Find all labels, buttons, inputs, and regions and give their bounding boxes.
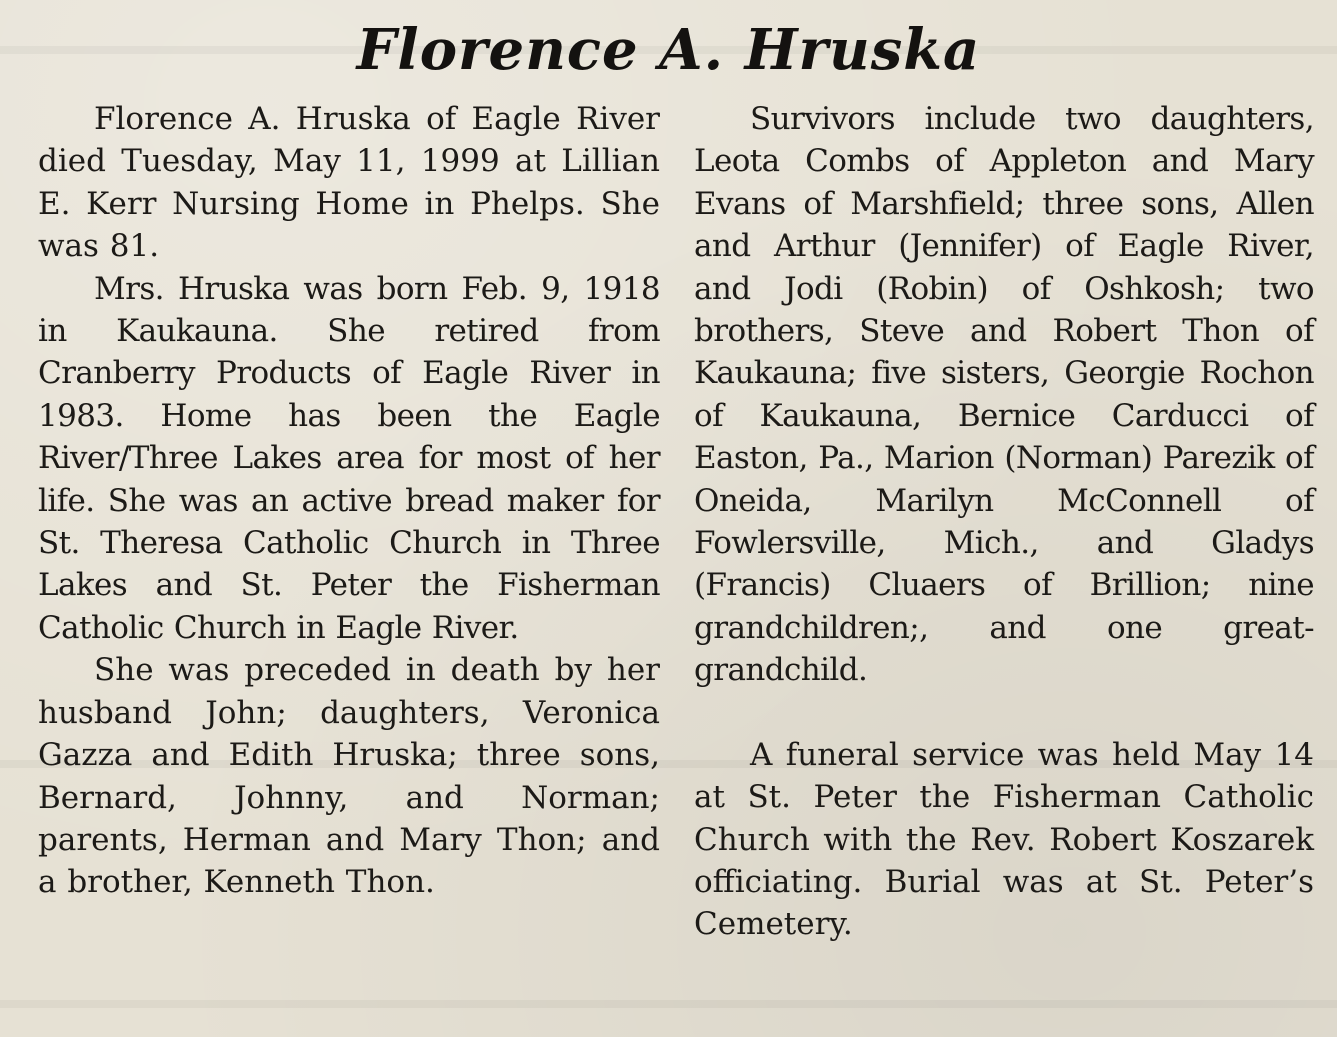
left-column	[38, 98, 660, 904]
left-paragraph-2: Mrs. Hruska was born Feb. 9, 1918 in Kaukauna. She retired from Cranberry Products of Eagle River in 1983. Home has been the Eagle River/Three Lakes area for most of her life. She was an active bread maker for St. Theresa Catholic Church in Three Lakes and St. Peter the Fisherman Catholic Church in Eagle River.	[38, 270, 660, 646]
right-paragraph-2: A funeral service was held May 14 at St. Peter the Fisherman Catholic Church with the Rev. Robert Koszarek officiating. Burial was at St. Peter’s Cemetery.	[694, 736, 1314, 943]
right-paragraph-1: Survivors include two daughters, Leota Combs of Appleton and Mary Evans of Marshfield; three sons, Allen and Arthur (Jennifer) of Eagle River, and Jodi (Robin) of Oshkosh; two brothers, Steve and Robert Thon of Kaukauna; five sisters, Georgie Rochon of Kaukauna, Bernice Carducci of Easton, Pa., Marion (Norman) Parezik of Oneida, Marilyn McConnell of Fowlersville, Mich., and Gladys (Francis) Cluaers of Brillion; nine grandchildren;, and one great-grandchild.	[694, 101, 1314, 689]
obituary-headline: Florence A. Hruska	[356, 17, 981, 83]
right-column	[694, 98, 1314, 946]
left-paragraph-1: Florence A. Hruska of Eagle River died Tuesday, May 11, 1999 at Lillian E. Kerr Nursing Home in Phelps. She was 81.	[38, 101, 660, 265]
paragraph-gap	[694, 692, 1314, 734]
bleed-through-line	[0, 1000, 1337, 1008]
left-paragraph-3: She was preceded in death by her husband John; daughters, Veronica Gazza and Edith Hruska; three sons, Bernard, Johnny, and Norman; parents, Herman and Mary Thon; and a brother, Kenneth Thon.	[38, 652, 660, 901]
